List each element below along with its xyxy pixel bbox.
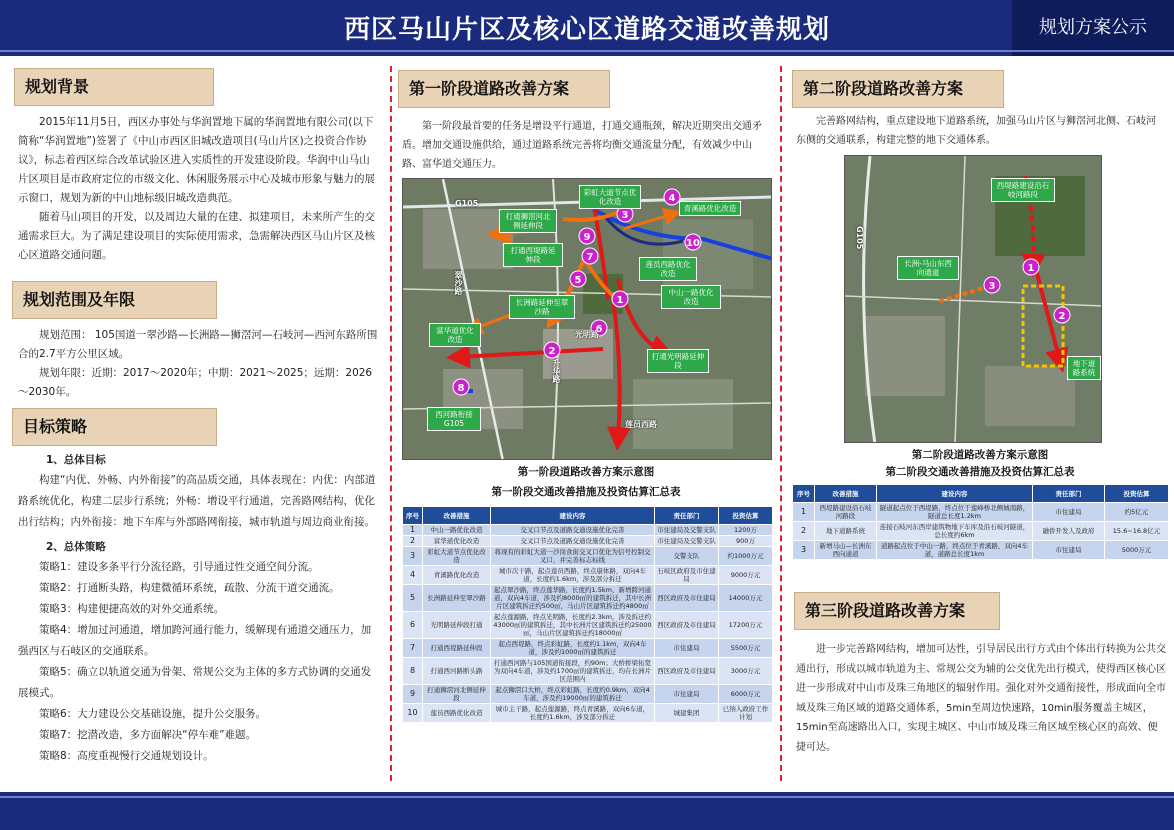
table-cell: 市住建局及交警支队 <box>655 536 719 547</box>
scope-text <box>18 326 378 402</box>
table-cell: 莲员西路优化改造 <box>423 704 491 723</box>
section-title-phase2: 第二阶段道路改善方案 <box>792 70 1004 108</box>
table-row <box>403 612 773 639</box>
table-cell: 交叉口节点及道路交通设施优化完善 <box>491 525 655 536</box>
strategy-item: 策略2：打通断头路，构建微循环系统，疏散、分流干道交通流。 <box>39 582 340 594</box>
table-cell: 石岐区政府及市住建局 <box>655 566 719 585</box>
table-header-cell: 改善措施 <box>423 507 491 525</box>
section-title-phase1: 第一阶段道路改善方案 <box>398 70 610 108</box>
table-cell: 交警支队 <box>655 547 719 566</box>
table-cell: 3 <box>793 541 815 560</box>
table-row <box>793 541 1169 560</box>
phase2-table <box>792 484 1169 560</box>
strategy-heading: 2、总体策略 <box>46 541 106 553</box>
svg-text:7: 7 <box>586 252 594 263</box>
scope-range: 规划范围： 105国道一翠沙路—长洲路—狮滘河—石岐河—西河东路所围合的2.7平方公里区域。 <box>18 329 378 360</box>
svg-text:2: 2 <box>548 346 556 357</box>
svg-text:1: 1 <box>1027 263 1035 274</box>
publication-badge: 规划方案公示 <box>1012 0 1174 56</box>
map-road-label: 光明路 <box>575 330 599 339</box>
table-row <box>793 503 1169 522</box>
footer-stripe <box>0 796 1174 798</box>
section-title-background: 规划背景 <box>14 68 214 106</box>
table-header-cell: 建设内容 <box>491 507 655 525</box>
table-cell: 起点狮滘口大桥，终点彩虹路，长度约0.9km，双向4车道，涉及约19000㎡的建筑拆迁 <box>491 685 655 704</box>
table-row <box>403 685 773 704</box>
svg-text:3: 3 <box>988 281 996 292</box>
table-cell: 4 <box>403 566 423 585</box>
table-cell: 彩虹大道节点优化改造 <box>423 547 491 566</box>
phase1-table-header <box>403 507 773 525</box>
section-title-strategy: 目标策略 <box>12 408 217 446</box>
table-header-cell: 序号 <box>793 485 815 503</box>
strategy-item: 策略1：建设多条平行分流径路，引导通过性交通空间分流。 <box>39 561 319 573</box>
phase3-text-body: 进一步完善路网结构，增加可达性，引导居民出行方式由个体出行转换为公共交通出行，形成以城市轨道为主、常规公交为辅的公交优先出行模式，使得西区核心区进一步形成对中山市及珠三角地区的辐射作用。强化对外交通衔接性，形成面向全市域及珠三角区域的道路交通体系，5min至周边快速路，10min服务覆盖主城区，15min至高速路出入口，实现主城区、中山市域及珠三角区域至核心区的高效、便捷可达。 <box>796 644 1166 753</box>
table-cell: 中山一路优化改造 <box>423 525 491 536</box>
phase3-text <box>796 640 1166 757</box>
phase1-table <box>402 506 773 723</box>
section-title-phase3: 第三阶段道路改善方案 <box>794 592 1000 630</box>
table-cell: 已纳入政府工作计划 <box>719 704 773 723</box>
table-row <box>403 547 773 566</box>
table-cell: 3 <box>403 547 423 566</box>
table-cell: 西区政府及市住建局 <box>655 612 719 639</box>
phase1-intro-text: 第一阶段最首要的任务是增设平行通道，打通交通瓶颈，解决近期突出交通矛盾。增加交通设施供给，通过道路系统完善将均衡交通流量分配，有效减少中山路、富华道交通压力。 <box>402 121 762 170</box>
table-cell: 隧道起点位于西堤路，终点位于莲峰桥北侧城南路，隧道总长度1.2km <box>877 503 1033 522</box>
page-title: 西区马山片区及核心区道路交通改善规划 <box>343 15 830 45</box>
table-cell: 打通西堤路延伸段 <box>423 639 491 658</box>
table-cell: 西区政府及市住建局 <box>655 658 719 685</box>
table-cell: 市住建局及交警支队 <box>655 525 719 536</box>
table-cell: 城市次干路，起点莲员西路，终点康体路，双向4车道，长度约1.6km，涉及部分拆迁 <box>491 566 655 585</box>
svg-text:4: 4 <box>668 193 676 204</box>
table-cell: 17200万元 <box>719 612 773 639</box>
phase2-map <box>844 155 1102 443</box>
strategy-item: 策略6：大力建设公交基础设施，提升公交服务。 <box>39 708 267 720</box>
map-road-label: 升华路 <box>552 359 561 383</box>
scope-years: 规划年限：近期：2017～2020年；中期：2021～2025；远期：2026～2030年。 <box>18 367 373 398</box>
table-row <box>403 566 773 585</box>
table-cell: 5000万元 <box>1105 541 1169 560</box>
map-road-label: G105 <box>455 199 479 208</box>
table-row <box>403 536 773 547</box>
map-callout-label: 中山一路优化改造 <box>661 285 721 309</box>
table-cell: 6 <box>403 612 423 639</box>
table-row <box>403 639 773 658</box>
phase2-intro <box>796 112 1164 150</box>
map-callout-label: 富华道优化改造 <box>429 323 481 347</box>
table-header-cell: 责任部门 <box>655 507 719 525</box>
table-cell: 城市主干路，起点莲源路，终点青溪路，双向6车道，长度约1.6km，涉及部分拆迁 <box>491 704 655 723</box>
svg-text:8: 8 <box>457 383 465 394</box>
table-cell: 900万 <box>719 536 773 547</box>
table-row <box>403 704 773 723</box>
map-road-label: 翠沙路 <box>454 271 463 295</box>
svg-text:10: 10 <box>686 238 700 249</box>
table-cell: 约5亿元 <box>1105 503 1169 522</box>
map-callout-label: 西堤路建设沿石岐河路段 <box>991 178 1055 202</box>
strategy-item: 策略8：高度重视慢行交通规划设计。 <box>39 750 214 762</box>
table-cell: 9000万元 <box>719 566 773 585</box>
table-cell: 6000万元 <box>719 685 773 704</box>
table-cell: 将现有的彩虹大道一沙岗食街交叉口优化为信号控制交叉口，并完善标志标线 <box>491 547 655 566</box>
section-title-scope: 规划范围及年限 <box>12 281 217 319</box>
svg-text:1: 1 <box>616 295 624 306</box>
map-road-label: 莲员西路 <box>625 420 657 429</box>
map-road-label: G105 <box>855 226 864 250</box>
column-divider <box>390 66 392 781</box>
table-cell: 打通西河路断头路 <box>423 658 491 685</box>
footer-bar <box>0 792 1174 830</box>
map-callout-label: 打通西堤路延伸段 <box>503 243 563 267</box>
table-cell: 14000万元 <box>719 585 773 612</box>
header-stripe <box>0 50 1174 52</box>
table-cell: 市住建局 <box>1033 541 1105 560</box>
table-cell: 长洲路延伸至翠沙路 <box>423 585 491 612</box>
table-cell: 打通西河路与105国道衔接段，约90m；大桥桥梁拓宽为双向4车道，涉及约1700㎡的建筑拆迁，均在长洲片区范围内 <box>491 658 655 685</box>
table-cell: 地下道路系统 <box>815 522 877 541</box>
phase2-map-caption: 第二阶段道路改善方案示意图 <box>911 449 1049 461</box>
phase1-table-caption: 第一阶段交通改善措施及投资估算汇总表 <box>491 486 681 498</box>
svg-text:2: 2 <box>1058 311 1066 322</box>
table-cell: 2 <box>403 536 423 547</box>
table-cell: 城建集团 <box>655 704 719 723</box>
map-callout-label: 长洲-马山东西向通道 <box>897 256 959 280</box>
table-cell: 打通狮滘河北侧延伸段 <box>423 685 491 704</box>
strategy-list <box>18 557 380 767</box>
map-callout-label: 长洲路延伸至翠沙路 <box>509 295 575 319</box>
strategy-block <box>18 450 380 767</box>
map-callout-label: 莲员西路优化改造 <box>639 257 697 281</box>
table-cell: 市住建局 <box>655 685 719 704</box>
phase2-table-caption: 第二阶段交通改善措施及投资估算汇总表 <box>885 466 1075 478</box>
table-cell: 5 <box>403 585 423 612</box>
table-header-cell: 改善措施 <box>815 485 877 503</box>
background-paragraph: 2015年11月5日，西区办事处与华润置地下属的华润置地有限公司(以下简称“华润置地”)签署了《中山市西区旧城改造项目(马山片区)之投资合作协议》，标志着西区综合改革试验区进入实质性的开发建设阶段。华润中山马山片区项目是市政府定位的市级文化、休闲服务展示中心及城市形象与魅力的展示窗口，规划为新的中山地标级旧城改造典范。 <box>18 116 375 204</box>
svg-text:6: 6 <box>595 324 603 335</box>
strategy-item: 策略5：确立以轨道交通为骨架、常规公交为主体的多方式协调的交通发展模式。 <box>18 666 372 699</box>
table-cell: 市住建局 <box>1033 503 1105 522</box>
table-cell: 8 <box>403 658 423 685</box>
svg-text:5: 5 <box>574 275 582 286</box>
map-callout-label: 打通光明路延伸段 <box>647 349 709 373</box>
goal-text: 构建“内优、外畅、内外衔接”的高品质交通，具体表现在：内优：内部道路系统优化，构建二层步行系统；外畅：增设平行通道，完善路网结构，优化出行结构；内外衔接：地下车库与外部路网衔接，城市轨道与周边商业衔接。 <box>18 474 376 528</box>
table-header-cell: 投资估算 <box>1105 485 1169 503</box>
table-cell: 富华道优化改造 <box>423 536 491 547</box>
table-cell: 连接石岐河东西岸建筑物地下车库及沿石岐河隧道，总长度约6km <box>877 522 1033 541</box>
svg-text:9: 9 <box>583 232 591 243</box>
table-cell: 7 <box>403 639 423 658</box>
phase2-intro-text: 完善路网结构，重点建设地下道路系统，加强马山片区与狮滘河北侧、石岐河东侧的交通联系，构建完整的地下交通体系。 <box>796 116 1156 146</box>
phase2-table-body <box>793 503 1169 560</box>
table-cell: 起点莲源路，终点光明路，长度约2.3km，涉及拆迁约43000㎡的建筑拆迁，其中长洲片区建筑拆迁约25000㎡，马山片区建筑拆迁约18000㎡ <box>491 612 655 639</box>
table-header-cell: 投资估算 <box>719 507 773 525</box>
table-cell: 1 <box>793 503 815 522</box>
table-cell: 2 <box>793 522 815 541</box>
table-cell: 交叉口节点及道路交通设施优化完善 <box>491 536 655 547</box>
background-text <box>18 113 378 265</box>
table-header-cell: 建设内容 <box>877 485 1033 503</box>
table-row <box>793 522 1169 541</box>
map-callout-label: 地下道路系统 <box>1067 356 1101 380</box>
table-cell: 西堤路建设沿石岐河路段 <box>815 503 877 522</box>
table-cell: 新增马山—长洲东西向通道 <box>815 541 877 560</box>
phase1-map-caption: 第一阶段道路改善方案示意图 <box>517 466 655 478</box>
table-cell: 15.6~16.8亿元 <box>1105 522 1169 541</box>
table-cell: 起点翠沙路，终点莲华路，长度约1.5km，新增跨河通道，双向4车道，涉及约8000㎡的建筑拆迁，其中长洲片区建筑拆迁约500㎡，马山片区建筑拆迁约4800㎡ <box>491 585 655 612</box>
table-cell: 青溪路优化改造 <box>423 566 491 585</box>
table-cell: 9 <box>403 685 423 704</box>
table-header-cell: 序号 <box>403 507 423 525</box>
table-cell: 约1000万元 <box>719 547 773 566</box>
phase1-intro <box>402 117 770 174</box>
table-cell: 光明路延伸段打通 <box>423 612 491 639</box>
background-paragraph: 随着马山项目的开发，以及周边大量的在建、拟建项目，未来所产生的交通需求巨大。为了满足建设项目的实际使用需求，急需解决西区马山片区及核心区道路交通问题。 <box>18 211 375 261</box>
table-row <box>403 525 773 536</box>
map-callout-label: 西河路衔接G105 <box>427 407 481 431</box>
table-cell: 道路起点位于中山一路，终点位于青溪路，双向4车道，道路总长度1km <box>877 541 1033 560</box>
phase1-table-body <box>403 525 773 723</box>
phase1-map <box>402 178 772 460</box>
table-cell: 10 <box>403 704 423 723</box>
phase2-table-header <box>793 485 1169 503</box>
phase2-map-svg <box>845 156 1102 443</box>
header-bar <box>0 0 1174 56</box>
table-cell: 5500万元 <box>719 639 773 658</box>
strategy-item: 策略7：挖潜改造，多方面解决“停车难”难题。 <box>39 729 257 741</box>
table-cell: 1 <box>403 525 423 536</box>
table-cell: 1200万 <box>719 525 773 536</box>
column-divider <box>780 66 782 781</box>
table-cell: 起点西堤路，终点彩虹路，长度约1.1km，双向4车道，涉及约1000㎡的建筑拆迁 <box>491 639 655 658</box>
goal-heading: 1、总体目标 <box>46 454 106 466</box>
table-header-cell: 责任部门 <box>1033 485 1105 503</box>
map-callout-label: 打通狮滘河北侧延伸段 <box>499 209 557 233</box>
table-row <box>403 658 773 685</box>
map-callout-label: 青溪路优化改造 <box>679 201 741 216</box>
strategy-item: 策略4：增加过河通道，增加跨河通行能力，缓解现有通道交通压力，加强西区与石岐区的交通联系。 <box>18 624 372 657</box>
table-cell: 3000万元 <box>719 658 773 685</box>
svg-text:3: 3 <box>621 210 629 221</box>
table-cell: 市住建局 <box>655 639 719 658</box>
map-callout-label: 彩虹大道节点优化改造 <box>579 185 641 209</box>
strategy-item: 策略3：构建便捷高效的对外交通系统。 <box>39 603 225 615</box>
table-cell: 融侨开发人及政府 <box>1033 522 1105 541</box>
table-cell: 西区政府及市住建局 <box>655 585 719 612</box>
table-row <box>403 585 773 612</box>
